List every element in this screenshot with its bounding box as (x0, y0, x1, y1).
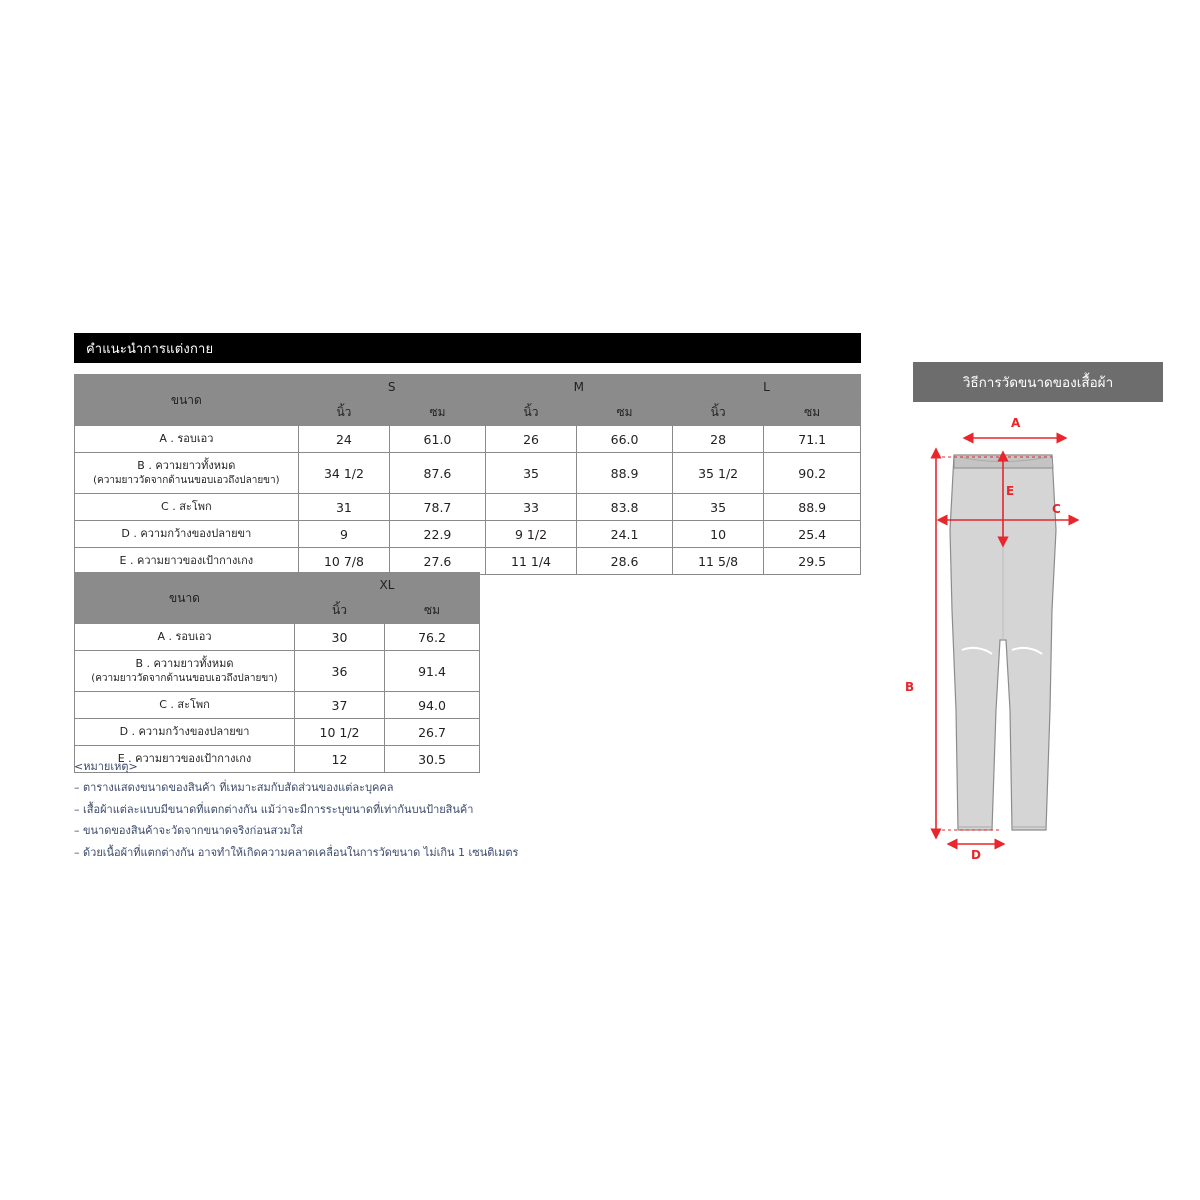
table-row (75, 521, 861, 548)
table-row (75, 548, 861, 575)
cell-b-s-in: 34 1/2 (298, 453, 390, 494)
unit-cm-l: ซม (764, 400, 861, 426)
size-column-s: S (298, 375, 485, 401)
cell-a-xl-in: 30 (295, 624, 385, 651)
cell-d-xl-cm: 26.7 (385, 719, 480, 746)
cell-b-xl-in: 36 (295, 651, 385, 692)
notes-block (74, 756, 674, 863)
cell-b-l-in: 35 1/2 (672, 453, 764, 494)
row-label-e-xl: E . ความยาวของเป้ากางเกง (75, 746, 295, 773)
dimension-label-a: A (1011, 416, 1021, 430)
cell-a-l-in: 28 (672, 426, 764, 453)
cell-a-xl-cm: 76.2 (385, 624, 480, 651)
cell-c-l-cm: 88.9 (764, 494, 861, 521)
corner-label: ขนาด (75, 375, 299, 426)
row-label-b-main: B . ความยาวทั้งหมด (137, 458, 236, 472)
cell-a-s-cm: 61.0 (390, 426, 486, 453)
cell-c-m-cm: 83.8 (577, 494, 673, 521)
row-label-b-xl-main: B . ความยาวทั้งหมด (135, 656, 234, 670)
cell-d-xl-in: 10 1/2 (295, 719, 385, 746)
unit-inch-l: นิ้ว (672, 400, 764, 426)
cell-e-l-in: 11 5/8 (672, 548, 764, 575)
size-column-m: M (485, 375, 672, 401)
table-row (75, 426, 861, 453)
cell-a-l-cm: 71.1 (764, 426, 861, 453)
cell-a-m-cm: 66.0 (577, 426, 673, 453)
table-row (75, 692, 480, 719)
cell-d-s-cm: 22.9 (390, 521, 486, 548)
cell-b-l-cm: 90.2 (764, 453, 861, 494)
cell-c-m-in: 33 (485, 494, 577, 521)
notes-title: <หมายเหตุ> (74, 760, 138, 773)
row-label-b (75, 453, 299, 494)
dimension-label-c: C (1052, 502, 1061, 516)
dimension-label-e: E (1006, 484, 1015, 498)
row-label-b-xl-sub: (ความยาววัดจากด้านนขอบเอวถึงปลายขา) (91, 672, 278, 684)
size-column-l: L (672, 375, 860, 401)
cell-e-s-cm: 27.6 (390, 548, 486, 575)
cell-e-s-in: 10 7/8 (298, 548, 390, 575)
measurement-diagram (900, 410, 1190, 880)
row-label-d-xl: D . ความกว้างของปลายขา (75, 719, 295, 746)
size-table-xl (74, 572, 480, 773)
cell-e-m-in: 11 1/4 (485, 548, 577, 575)
cell-d-m-cm: 24.1 (577, 521, 673, 548)
table-row (75, 651, 480, 692)
page-title: คำแนะนำการแต่งกาย (86, 341, 214, 357)
cell-d-m-in: 9 1/2 (485, 521, 577, 548)
size-table-sml (74, 374, 861, 575)
cell-b-xl-cm: 91.4 (385, 651, 480, 692)
table-header-row (75, 573, 480, 599)
cell-e-m-cm: 28.6 (577, 548, 673, 575)
unit-cm-m: ซม (577, 400, 673, 426)
dimension-label-b: B (905, 680, 915, 694)
table-row (75, 719, 480, 746)
cell-a-s-in: 24 (298, 426, 390, 453)
header-bar (74, 333, 861, 363)
row-label-e: E . ความยาวของเป้ากางเกง (75, 548, 299, 575)
cell-b-s-cm: 87.6 (390, 453, 486, 494)
row-label-c: C . สะโพก (75, 494, 299, 521)
cell-c-xl-in: 37 (295, 692, 385, 719)
note-item: – ตารางแสดงขนาดของสินค้า ที่เหมาะสมกับสัดส่วนของแต่ละบุคคล (74, 781, 394, 795)
unit-inch-xl: นิ้ว (295, 598, 385, 624)
row-label-c-xl: C . สะโพก (75, 692, 295, 719)
cell-e-xl-cm: 30.5 (385, 746, 480, 773)
cell-e-xl-in: 12 (295, 746, 385, 773)
cell-d-l-cm: 25.4 (764, 521, 861, 548)
cell-b-m-cm: 88.9 (577, 453, 673, 494)
row-label-b-sub: (ความยาววัดจากด้านนขอบเอวถึงปลายขา) (93, 474, 280, 486)
unit-cm-s: ซม (390, 400, 486, 426)
table-row (75, 453, 861, 494)
row-label-d: D . ความกว้างของปลายขา (75, 521, 299, 548)
cell-a-m-in: 26 (485, 426, 577, 453)
cell-c-s-in: 31 (298, 494, 390, 521)
size-column-xl: XL (295, 573, 480, 599)
note-item: – ขนาดของสินค้าจะวัดจากขนาดจริงก่อนสวมใส่ (74, 824, 303, 838)
measure-guide-title-label: วิธีการวัดขนาดของเสื้อผ้า (962, 375, 1114, 391)
cell-d-l-in: 10 (672, 521, 764, 548)
unit-inch-s: นิ้ว (298, 400, 390, 426)
note-item: – ด้วยเนื้อผ้าที่แตกต่างกัน อาจทำให้เกิดความคลาดเคลื่อนในการวัดขนาด ไม่เกิน 1 เซนติเมตร (74, 845, 519, 859)
table-row (75, 494, 861, 521)
cell-e-l-cm: 29.5 (764, 548, 861, 575)
note-item: – เสื้อผ้าแต่ละแบบมีขนาดที่แตกต่างกัน แม้ว่าจะมีการระบุขนาดที่เท่ากันบนป้ายสินค้า (74, 802, 474, 816)
dimension-label-d: D (971, 848, 981, 862)
unit-cm-xl: ซม (385, 598, 480, 624)
table-header-row (75, 375, 861, 401)
row-label-b-xl (75, 651, 295, 692)
row-label-a: A . รอบเอว (75, 426, 299, 453)
cell-d-s-in: 9 (298, 521, 390, 548)
cell-c-l-in: 35 (672, 494, 764, 521)
cell-c-s-cm: 78.7 (390, 494, 486, 521)
row-label-a-xl: A . รอบเอว (75, 624, 295, 651)
table-row (75, 624, 480, 651)
unit-inch-m: นิ้ว (485, 400, 577, 426)
corner-label-xl: ขนาด (75, 573, 295, 624)
measure-guide-title (913, 362, 1163, 402)
cell-b-m-in: 35 (485, 453, 577, 494)
cell-c-xl-cm: 94.0 (385, 692, 480, 719)
